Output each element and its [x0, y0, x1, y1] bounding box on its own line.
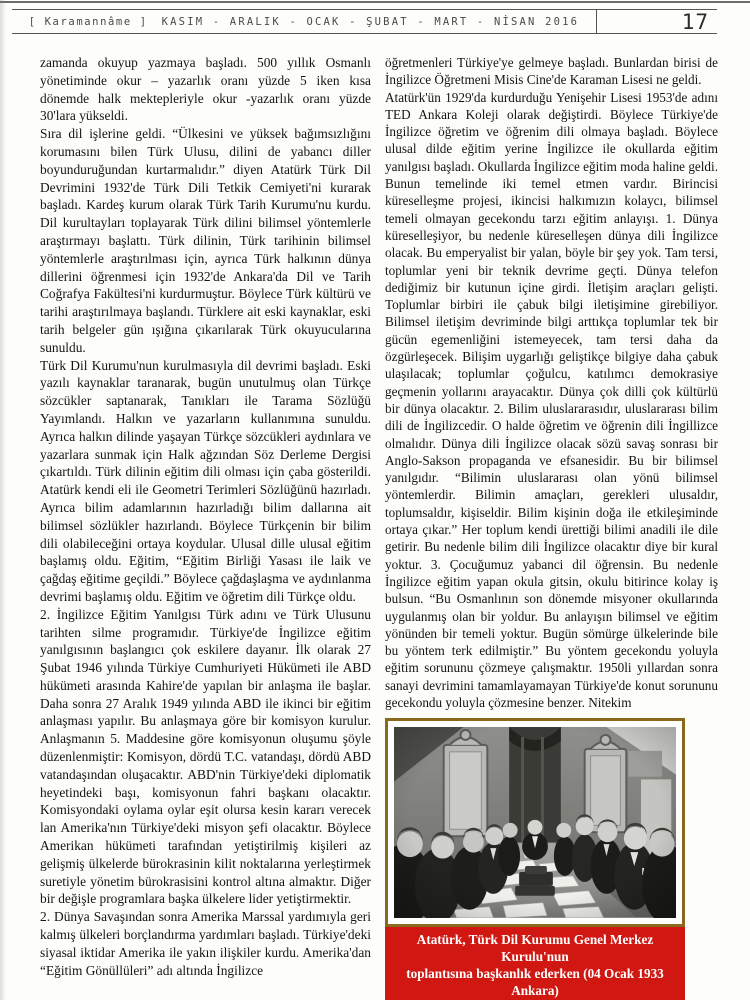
left-column	[40, 54, 371, 979]
photo-caption-line2: toplantısına başkanlık ederken (04 Ocak 1933 Ankara)	[406, 965, 664, 998]
paragraph: Türk Dil Kurumu'nun kurulmasıyla dil devrimi başladı. Eski yazılı kaynaklar taranarak, bugün unutulmuş olan Türkçe sözcükler saptanarak, Tanıkları ile Tarama Sözlüğü Yayımlandı. Halkın ve yazarların kullanımına sunuldu. Ayrıca halkın dilinde yaşayan Türkçe sözcükleri aydınlara ve yazarlara sunmak için Halk ağzından Söz Derleme Dergisi çıkartıldı. Türk dilinin eğitim dili olması için çaba gösterildi. Atatürk kendi eli ile Geometri Terimleri Sözlüğünü hazırladı. Ayrıca bilim adamlarının hazırladığı bilim dallarına ait bilimsel sözlükler hazırlandı. Böylece Türkçenin bir bilim dili olabileceğini ortaya koydular. Ulusal dille ulusal eğitim başlamış oldu. Eğitim, “Eğitim Birliği Yasası ile laik ve çağdaş eğitime geçildi.” Böylece çağdaşlaşma ve aydınlanma devrimi başlamış oldu. Eğitim ve öğretim dili Türkçe oldu.	[40, 357, 371, 604]
paragraph: Sıra dil işlerine geldi. “Ülkesini ve yüksek bağımsızlığını korumasını bilen Türk Ulusu, dilini de yabancı diller boyunduruğundan kurtarmalıdır.” diyen Atatürk Türk Dil Devrimini 1932'de Türk Dili Tetkik Cemiyeti'ni kurarak başladı. Kardeş kurum olarak Türk Tarih Kurumu'nu kurdu. Dil kurultayları toplayarak Türk dilini bilimsel yöntemlerle araştırmayı başlattı. Türk dilinin, Türk tarihinin bilimsel yöntemlerle araştırılması için, ayrıca Türk halkının dünya dillerini öğrenmesi için 1932'de Ankara'da Dil ve Tarih Coğrafya Fakültesi'ni kurdurmuştur. Böylece Türk kültürü ve tarihi araştırılmaya başlandı. Türklere ait eski kaynaklar, eski tarih belgeler gün ışığına çıkarılarak Türk okuyucularına sunuldu.	[40, 126, 371, 355]
journal-name: [ Karamannâme ]	[28, 15, 148, 28]
paragraph: Atatürk'ün 1929'da kurdurduğu Yenişehir Lisesi 1953'de adını TED Ankara Koleji olarak değiştirdi. Böylece Türkiye'de İngilizce öğretim ve öğrenim dili olmaya başladı. Böylece ulusal dilde eğitim yerine İngilizce ile okullarda eğitim yanılgısı başladı. Okullarda İngilizce eğitim moda haline geldi. Bunun temelinde iki temel etmen vardır. Birincisi küreselleşme projesi, ikincisi halkımızın kolaycı, bilimsel temeli olmayan gecekondu tarzı eğitim anlayışı. 1. Dünya küreselleşiyor, bu nedenle küreselleşen dünya dili İngilizce olacak. Bu emperyalist bir yalan, böyle bir şey yok. Tam tersi, toplumlar yeni bir teknik devrime geçti. Dünya telefon dediğimiz bir kutunun içine girdi. İletişim araçları gelişti. Toplumlar birbiri ile çabuk bilgi iletişimine girebiliyor. Bilimsel iletişim devriminde bilgi arttıkça toplumlar tek bir gücün egemenliğini istemeyecek, tam tersi daha da özgürleşecek. Bilişim uygarlığı geliştikçe bilgiye daha çabuk ulaşılacak; toplumlar çoğulcu, katılımcı demokrasiye geçmenin yollarını arayacaktır. Dünya çok dilli çok kültürlü bir dünya olacaktır. 2. Bilim uluslararasıdır, uluslararası bilim dili de İngilizcedir. O halde öğretim ve öğrenin dili İngillizce olmalıdır. Dünya dili İngilizce olacak sözü savaş sonrası bir Anglo-Sakson propaganda ve efsanesidir. Bu bir bilimsel yanılgıdır. “Bilimin uluslararası olan yönü bilimsel yöntemlerdir. Bilimin amaçları, gerekleri ulusaldır, toplumsaldır, kişiseldir. Bilim kişinin doğa ile etkileşiminde ortaya çıkar.” Her toplum kendi ürettiği bilimi anadili ile dile getirir. Bu nedenle bilim dili İngilizce olacaktır diye bir kural yoktur. 3. Çocuğumuz yabanci dil öğrensin. Bu nedenle İngilizce eğitim yapan okula gitsin, okulu bitirince kolay iş bulsun. “Bu Osmanlının son dönemde misyoner okullarında uygulanmış olan bir yoldur. Bu anlayışın bilimsel ve eğitim yönünden bir temeli yoktur. Bugün sömürge ülkelerinde bile bu yöntem terk edilmiştir.” Bu yöntem gecekondu yoluyla eğitim sorununu çözmeye çalışmaktır. 1950li yıllardan sonra sanayi devrimini tamamlayamayan Türkiye'de konut sorununu gecekondu yoluyla çözmesine benzer. Nitekim	[385, 89, 718, 710]
photo-caption	[385, 927, 685, 1000]
paragraph: 2. Dünya Savaşından sonra Amerika Marssal yardımıyla geri kalmış ülkeleri borçlandırma yardımları başladı. Türkiye'deki siyasal iktidar Amerika ile yakın ilişkiler kurdu. Amerika'dan “Eğitim Gönüllüleri” adı altında İngilizce	[40, 909, 371, 978]
right-column-text	[385, 54, 718, 711]
header-title	[12, 16, 596, 28]
paragraph: zamanda okuyup yazmaya başladı. 500 yıllık Osmanlı yönetiminde okur – yazarlık oranı yüzde 5 iken kısa dönemde halk mektepleriyle okur -yazarlık oranı yüzde 30'lara yükseldi.	[40, 55, 371, 124]
scan-edge-top	[0, 1, 750, 3]
issue-months: KASIM - ARALIK - OCAK - ŞUBAT - MART - NİSAN 2016	[161, 15, 580, 28]
photo-frame	[385, 718, 685, 927]
scan-edge-left	[0, 0, 6, 1000]
paragraph: 2. İngilizce Eğitim Yanılgısı Türk adını ve Türk Ulusunu tarihten silme programıdır. Türkiye'de İngilizce eğitim yanılgısının başlangıcı çok eskilere dayanır. İlk olarak 27 Şubat 1946 yılında Türkiye Cumhuriyeti Hükümeti ile ABD hükümeti arasında Kahire'de yapılan bir anlaşma ile başlar. Daha sonra 27 Aralık 1949 yılında ABD ile ikinci bir eğitim anlaşması yapılır. Bu anlaşmaya göre bir komisyon kurulur. Anlaşmanın 5. Maddesine göre komisyonun oluşumu şöyle düzenlenmiştir: Komisyon, dördü T.C. vatandaşı, dördü ABD vatandaşından oluşacaktır. ABD'nin Türkiye'deki diplomatik heyetindeki başı, komisyonun fahri başkanı olacaktır. Komisyondaki oylama oylar eşit olursa kesin kararı verecek lan Amerika'nın Türkiye'deki misyon şefi olacaktır. Böylece Amerikan hükümeti tarafından yetiştirilmiş kişileri az gelişmiş ülkelerde bürokrasinin kilit noktalarına yerleştirmek suretiyle yönetim bürokrasisini kontrol altına almaktır. Diğer bir değişle programlara başka ülkelere lider yetiştirmektir.	[40, 606, 371, 907]
page-number: 17	[681, 9, 709, 34]
photo-block	[385, 718, 685, 1000]
paragraph: öğretmenleri Türkiye'ye gelmeye başladı. Bunlardan birisi de İngilizce Öğretmeni Misis Cine'de Karaman Lisesi ne geldi.	[385, 55, 718, 88]
photo-caption-line1: Atatürk, Türk Dil Kurumu Genel Merkez Kurulu'nun	[416, 931, 654, 964]
page-header	[12, 9, 717, 34]
right-column	[385, 54, 718, 1000]
meeting-photo	[394, 727, 676, 918]
